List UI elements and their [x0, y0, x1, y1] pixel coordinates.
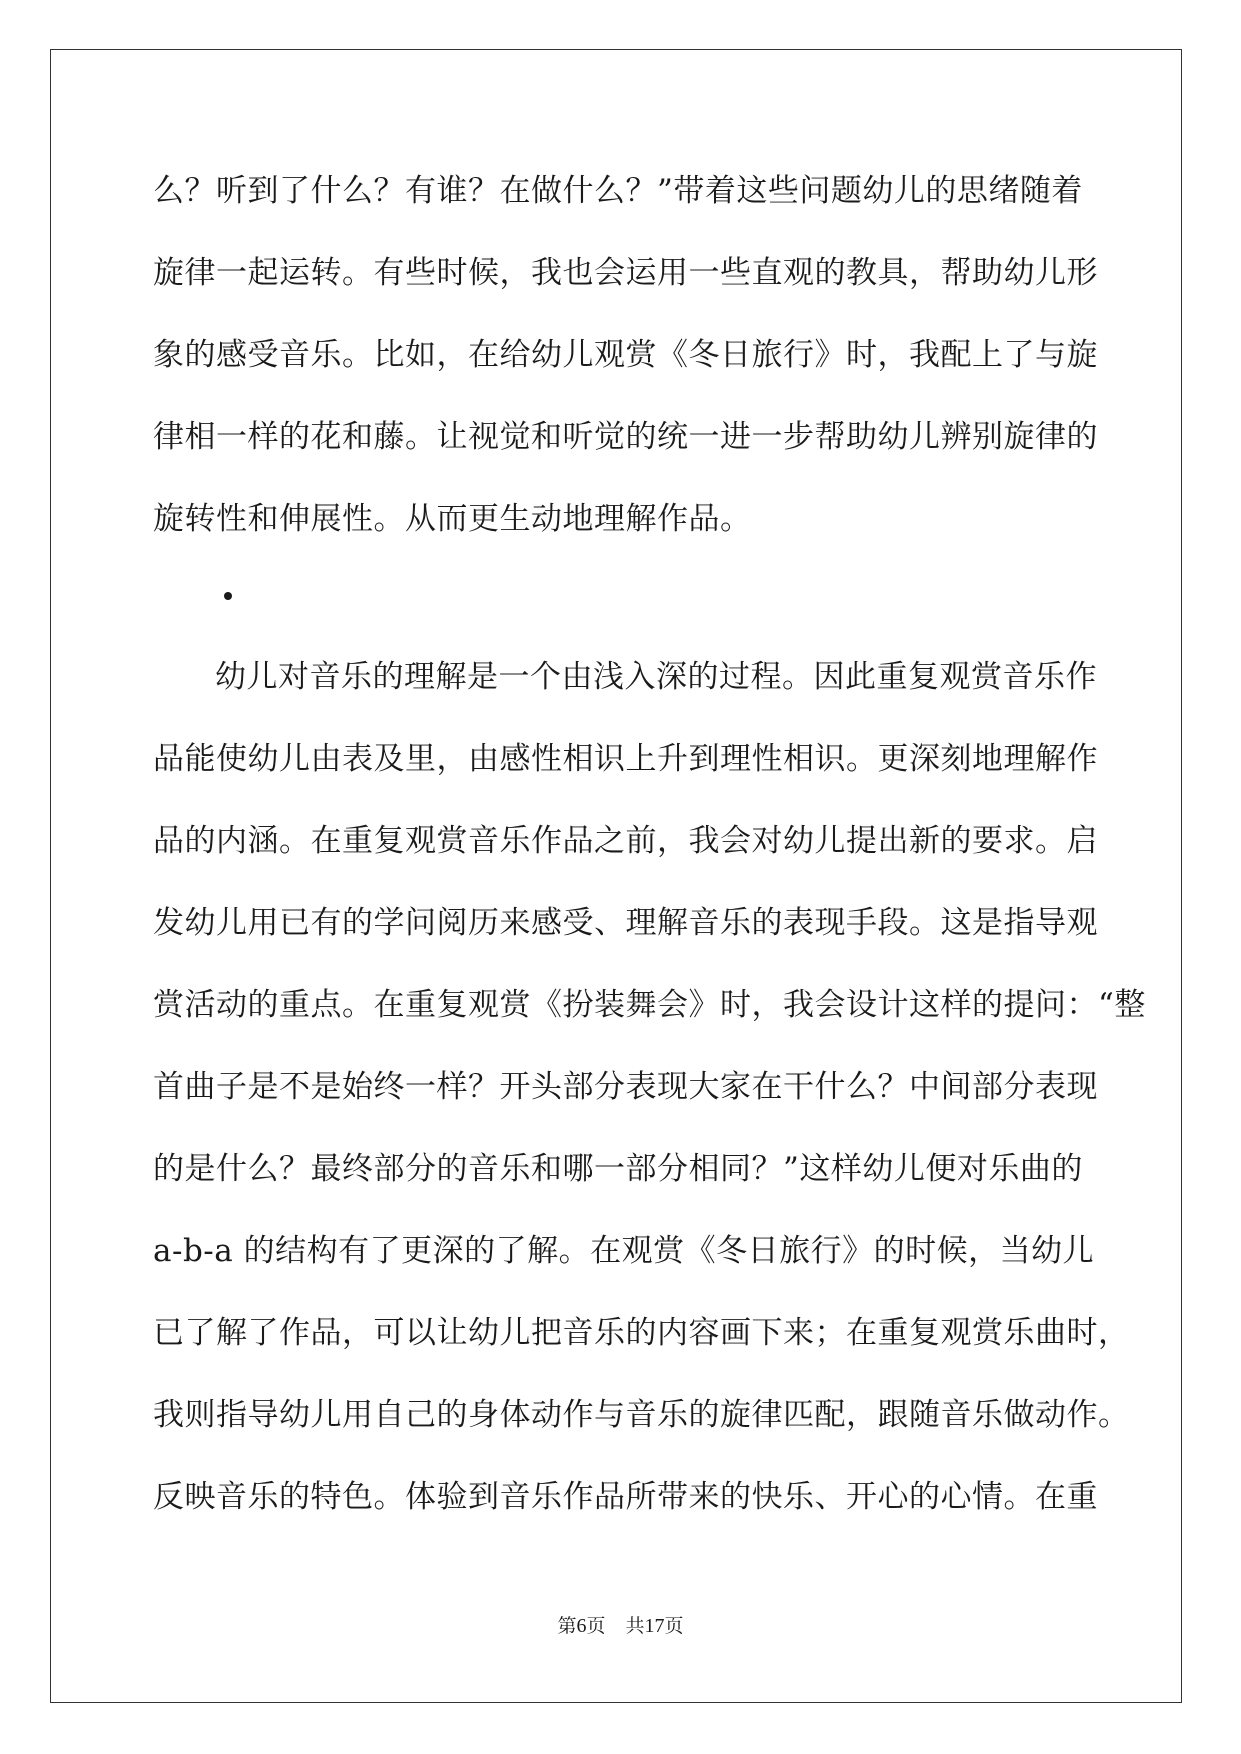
- total-prefix: 共: [625, 1615, 645, 1637]
- text-line: 幼儿对音乐的理解是一个由浅入深的过程。因此重复观赏音乐作: [215, 659, 1097, 695]
- page-total: 17: [644, 1615, 665, 1637]
- text-line: 么？听到了什么？有谁？在做什么？”带着这些问题幼儿的思绪随着: [153, 173, 1083, 209]
- text-line: 首曲子是不是始终一样？开头部分表现大家在干什么？中间部分表现: [153, 1069, 1098, 1105]
- bullet-point: [224, 592, 232, 600]
- text-line: 象的感受音乐。比如，在给幼儿观赏《冬日旅行》时，我配上了与旋: [153, 337, 1098, 373]
- text-line: 我则指导幼儿用自己的身体动作与音乐的旋律匹配，跟随音乐做动作。: [153, 1397, 1130, 1433]
- page-current: 6: [576, 1615, 587, 1637]
- text-line: 律相一样的花和藤。让视觉和听觉的统一进一步帮助幼儿辨别旋律的: [153, 419, 1098, 455]
- page-suffix: 页: [586, 1615, 606, 1637]
- text-line: 反映音乐的特色。体验到音乐作品所带来的快乐、开心的心情。在重: [153, 1479, 1098, 1515]
- text-line: 品能使幼儿由表及里，由感性相识上升到理性相识。更深刻地理解作: [153, 741, 1098, 777]
- main-paragraph: [153, 636, 1146, 1538]
- text-line: 旋转性和伸展性。从而更生动地理解作品。: [153, 501, 752, 537]
- continued-paragraph: [153, 150, 1098, 560]
- text-line: 赏活动的重点。在重复观赏《扮装舞会》时，我会设计这样的提问：“整: [153, 987, 1146, 1023]
- total-suffix: 页: [664, 1615, 684, 1637]
- text-line: 旋律一起运转。有些时候，我也会运用一些直观的教具，帮助幼儿形: [153, 255, 1098, 291]
- text-line: a-b-a 的结构有了更深的了解。在观赏《冬日旅行》的时候，当幼儿: [153, 1233, 1095, 1269]
- page-prefix: 第: [557, 1615, 577, 1637]
- text-line: 已了解了作品，可以让幼儿把音乐的内容画下来；在重复观赏乐曲时，: [153, 1315, 1130, 1351]
- text-line: 发幼儿用已有的学问阅历来感受、理解音乐的表现手段。这是指导观: [153, 905, 1098, 941]
- text-line: 品的内涵。在重复观赏音乐作品之前，我会对幼儿提出新的要求。启: [153, 823, 1098, 859]
- page-footer: [0, 1614, 1241, 1638]
- text-line: 的是什么？最终部分的音乐和哪一部分相同？”这样幼儿便对乐曲的: [153, 1151, 1083, 1187]
